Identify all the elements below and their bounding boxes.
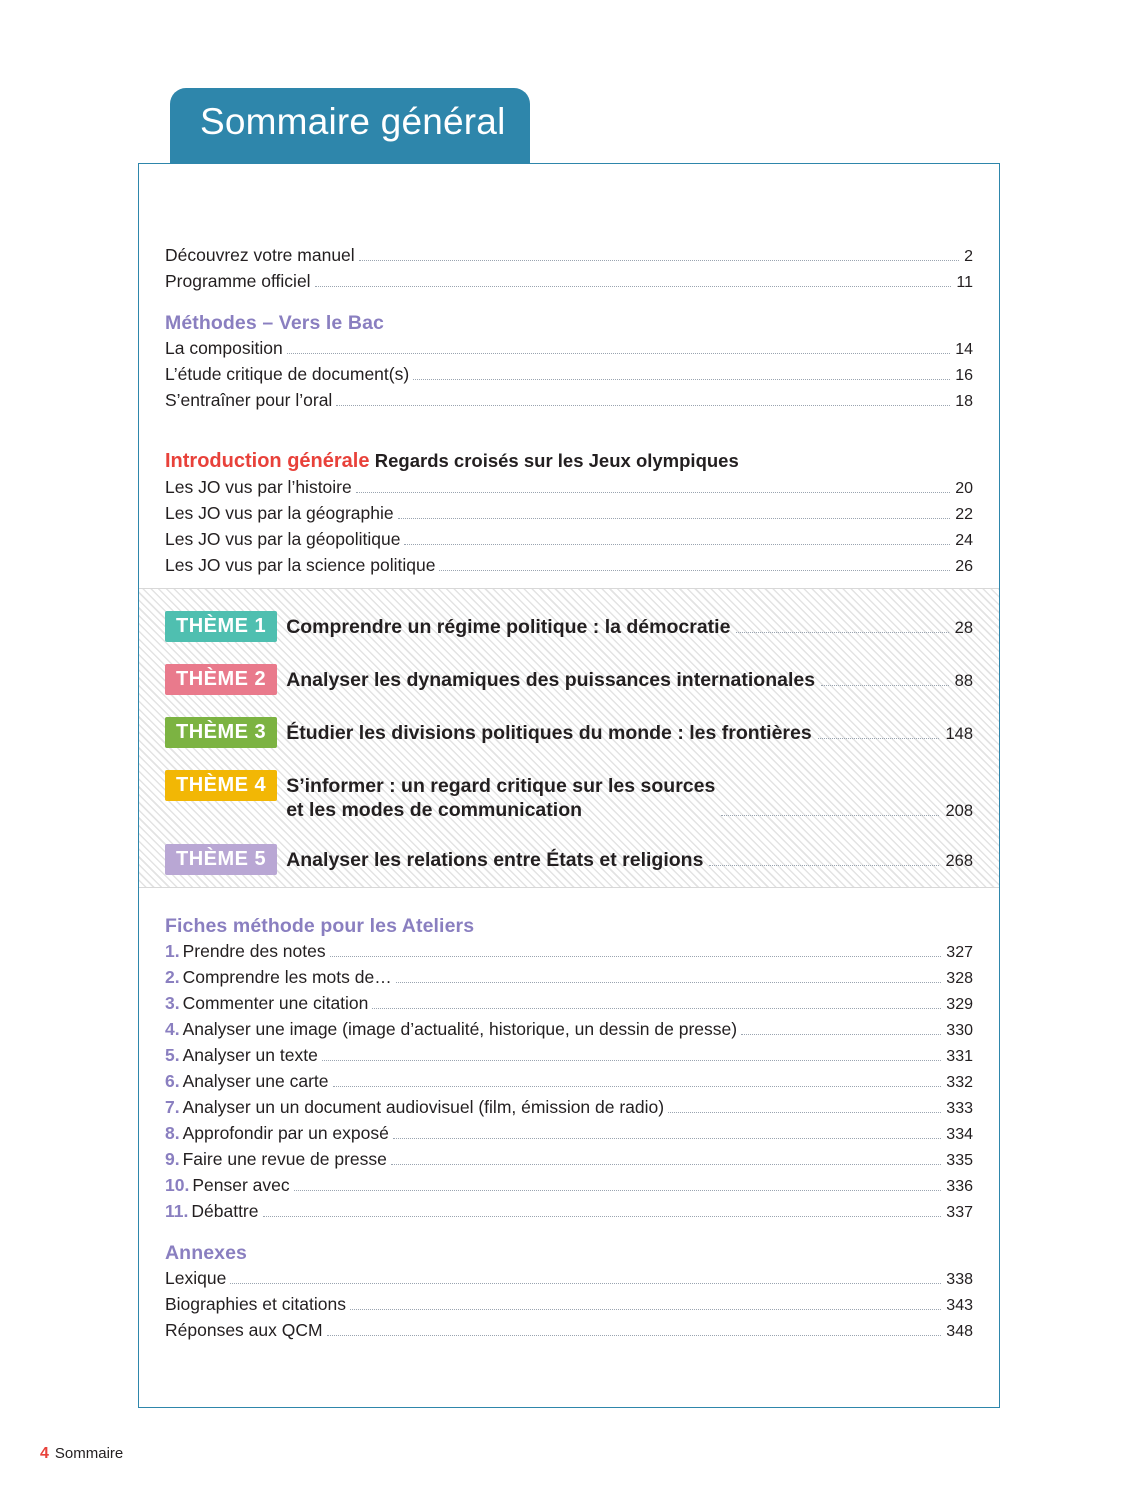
toc-entry-label: Analyser un un document audiovisuel (film, émission de radio) — [182, 1097, 665, 1117]
leader-dots — [294, 1190, 942, 1191]
section-heading-fiches: Fiches méthode pour les Ateliers — [165, 915, 475, 937]
theme-row[interactable] — [165, 717, 973, 748]
fiches-section — [165, 915, 973, 1225]
fiche-number: 10. — [165, 1175, 190, 1195]
toc-entry-page: 330 — [946, 1022, 973, 1039]
fiche-number: 8. — [165, 1123, 180, 1143]
toc-entry[interactable] — [165, 527, 973, 553]
toc-entry[interactable] — [165, 475, 973, 501]
toc-entry-page: 331 — [946, 1048, 973, 1065]
toc-entry-page: 343 — [946, 1297, 973, 1314]
introduction-subtitle: Regards croisés sur les Jeux olympiques — [374, 450, 739, 471]
theme-entry — [286, 611, 973, 639]
leader-dots — [336, 405, 950, 406]
theme-badge-5: THÈME 5 — [165, 844, 277, 875]
leader-dots — [398, 518, 951, 519]
toc-entry[interactable] — [165, 939, 973, 965]
toc-entry-label: Les JO vus par la géopolitique — [165, 529, 401, 549]
toc-entry-page: 11 — [956, 274, 973, 291]
themes-list — [165, 611, 973, 897]
leader-dots — [356, 492, 950, 493]
toc-entry-page: 334 — [946, 1126, 973, 1143]
theme-row[interactable] — [165, 770, 973, 822]
annexes-section — [165, 1242, 973, 1344]
footer-page-number: 4 — [40, 1445, 49, 1462]
section-heading-annexes: Annexes — [165, 1242, 247, 1264]
toc-entry[interactable] — [165, 388, 973, 414]
page-title-tab — [170, 88, 530, 166]
toc-entry[interactable] — [165, 336, 973, 362]
theme-page: 88 — [954, 672, 973, 690]
theme-badge-3: THÈME 3 — [165, 717, 277, 748]
toc-entry[interactable] — [165, 1147, 973, 1173]
toc-entry[interactable] — [165, 1043, 973, 1069]
theme-entry — [286, 770, 973, 822]
toc-entry-label: Réponses aux QCM — [165, 1320, 323, 1340]
toc-entry-label: Commenter une citation — [182, 993, 369, 1013]
fiche-number: 5. — [165, 1045, 180, 1065]
toc-entry[interactable] — [165, 1318, 973, 1344]
introduction-accent: Introduction générale — [165, 450, 370, 472]
toc-entry[interactable] — [165, 991, 973, 1017]
toc-entry-page: 24 — [955, 532, 973, 549]
fiche-number: 3. — [165, 993, 180, 1013]
toc-entry-label: Programme officiel — [165, 271, 311, 291]
toc-entry-page: 332 — [946, 1074, 973, 1091]
theme-badge-2: THÈME 2 — [165, 664, 277, 695]
toc-entry[interactable] — [165, 362, 973, 388]
leader-dots — [668, 1112, 941, 1113]
theme-page: 148 — [945, 725, 973, 743]
toc-entry[interactable] — [165, 1173, 973, 1199]
section-heading-methodes: Méthodes – Vers le Bac — [165, 312, 384, 334]
toc-entry-label: Faire une revue de presse — [182, 1149, 387, 1169]
toc-entry[interactable] — [165, 243, 973, 269]
leader-dots — [413, 379, 950, 380]
toc-entry[interactable] — [165, 1069, 973, 1095]
footer-label: Sommaire — [54, 1445, 124, 1462]
toc-entry-page: 327 — [946, 944, 973, 961]
toc-entry-label: S’entraîner pour l’oral — [165, 390, 333, 410]
page-footer — [40, 1445, 123, 1463]
toc-entry-label: Découvrez votre manuel — [165, 245, 355, 265]
theme-title-line2: et les modes de communication — [286, 799, 583, 821]
toc-entry[interactable] — [165, 1017, 973, 1043]
toc-entry-label: Penser avec — [192, 1175, 290, 1195]
fiche-number: 6. — [165, 1071, 180, 1091]
theme-entry — [286, 664, 973, 692]
toc-entry-page: 22 — [955, 506, 973, 523]
theme-title: Analyser les relations entre États et religions — [286, 849, 704, 871]
toc-entry-page: 336 — [946, 1178, 973, 1195]
leader-dots — [721, 815, 939, 816]
toc-entry-page: 2 — [964, 248, 973, 265]
toc-entry-label: La composition — [165, 338, 283, 358]
toc-entry-label: Biographies et citations — [165, 1294, 346, 1314]
leader-dots — [287, 353, 950, 354]
toc-entry[interactable] — [165, 501, 973, 527]
toc-entry[interactable] — [165, 1292, 973, 1318]
toc-entry[interactable] — [165, 1121, 973, 1147]
leader-dots — [818, 738, 940, 739]
leader-dots — [330, 956, 942, 957]
leader-dots — [393, 1138, 941, 1139]
toc-entry[interactable] — [165, 965, 973, 991]
toc-entry-page: 26 — [955, 558, 973, 575]
leader-dots — [230, 1283, 941, 1284]
leader-dots — [263, 1216, 942, 1217]
leader-dots — [350, 1309, 941, 1310]
theme-row[interactable] — [165, 611, 973, 642]
toc-entry[interactable] — [165, 553, 973, 579]
leader-dots — [327, 1335, 942, 1336]
toc-entry-label: Analyser une carte — [182, 1071, 329, 1091]
toc-entry-page: 335 — [946, 1152, 973, 1169]
fiche-number: 1. — [165, 941, 180, 961]
toc-entry[interactable] — [165, 1095, 973, 1121]
toc-entry-page: 16 — [955, 367, 973, 384]
fiche-number: 7. — [165, 1097, 180, 1117]
toc-upper-section — [165, 243, 973, 579]
toc-entry-label: Prendre des notes — [182, 941, 326, 961]
leader-dots — [322, 1060, 941, 1061]
leader-dots — [736, 632, 948, 633]
leader-dots — [391, 1164, 941, 1165]
toc-entry-label: Les JO vus par la science politique — [165, 555, 436, 575]
toc-entry-page: 18 — [955, 393, 973, 410]
fiche-number: 9. — [165, 1149, 180, 1169]
toc-entry-label: Lexique — [165, 1268, 227, 1288]
toc-entry-page: 337 — [946, 1204, 973, 1221]
toc-entry[interactable] — [165, 1199, 973, 1225]
themes-band — [139, 588, 999, 888]
theme-row[interactable] — [165, 664, 973, 695]
spacer — [165, 295, 973, 312]
toc-entry-label: Les JO vus par l’histoire — [165, 477, 352, 497]
toc-entry-page: 329 — [946, 996, 973, 1013]
toc-entry-label: Les JO vus par la géographie — [165, 503, 394, 523]
toc-entry[interactable] — [165, 1266, 973, 1292]
theme-title: Comprendre un régime politique : la démocratie — [286, 616, 731, 638]
leader-dots — [741, 1034, 941, 1035]
toc-entry[interactable] — [165, 269, 973, 295]
page-title: Sommaire général — [200, 101, 506, 142]
toc-entry-label: Analyser une image (image d’actualité, historique, un dessin de presse) — [182, 1019, 738, 1039]
toc-entry-page: 20 — [955, 480, 973, 497]
leader-dots — [359, 260, 959, 261]
theme-page: 268 — [945, 852, 973, 870]
leader-dots — [404, 544, 950, 545]
theme-entry — [286, 717, 973, 745]
section-heading-introduction — [165, 450, 973, 473]
toc-entry-label: Analyser un texte — [182, 1045, 318, 1065]
theme-badge-4: THÈME 4 — [165, 770, 277, 801]
leader-dots — [396, 982, 942, 983]
toc-entry-label: Comprendre les mots de… — [182, 967, 392, 987]
toc-entry-label: L’étude critique de document(s) — [165, 364, 410, 384]
leader-dots — [709, 865, 939, 866]
toc-entry-page: 348 — [946, 1323, 973, 1340]
leader-dots — [372, 1008, 941, 1009]
toc-entry-page: 328 — [946, 970, 973, 987]
leader-dots — [315, 286, 952, 287]
leader-dots — [821, 685, 949, 686]
leader-dots — [333, 1086, 942, 1087]
toc-entry-label: Approfondir par un exposé — [182, 1123, 389, 1143]
theme-row[interactable] — [165, 844, 973, 875]
theme-title — [286, 775, 715, 822]
theme-title-line1: S’informer : un regard critique sur les sources — [286, 775, 716, 797]
theme-page: 208 — [945, 802, 973, 820]
toc-entry-page: 338 — [946, 1271, 973, 1288]
fiche-number: 2. — [165, 967, 180, 987]
theme-title: Étudier les divisions politiques du monde : les frontières — [286, 722, 812, 744]
toc-entry-page: 14 — [955, 341, 973, 358]
toc-entry-page: 333 — [946, 1100, 973, 1117]
theme-badge-1: THÈME 1 — [165, 611, 277, 642]
theme-entry — [286, 844, 973, 872]
theme-page: 28 — [954, 619, 973, 637]
fiche-number: 11. — [165, 1201, 189, 1221]
theme-title: Analyser les dynamiques des puissances internationales — [286, 669, 816, 691]
spacer — [165, 414, 973, 450]
fiche-number: 4. — [165, 1019, 180, 1039]
leader-dots — [439, 570, 950, 571]
toc-entry-label: Débattre — [191, 1201, 259, 1221]
